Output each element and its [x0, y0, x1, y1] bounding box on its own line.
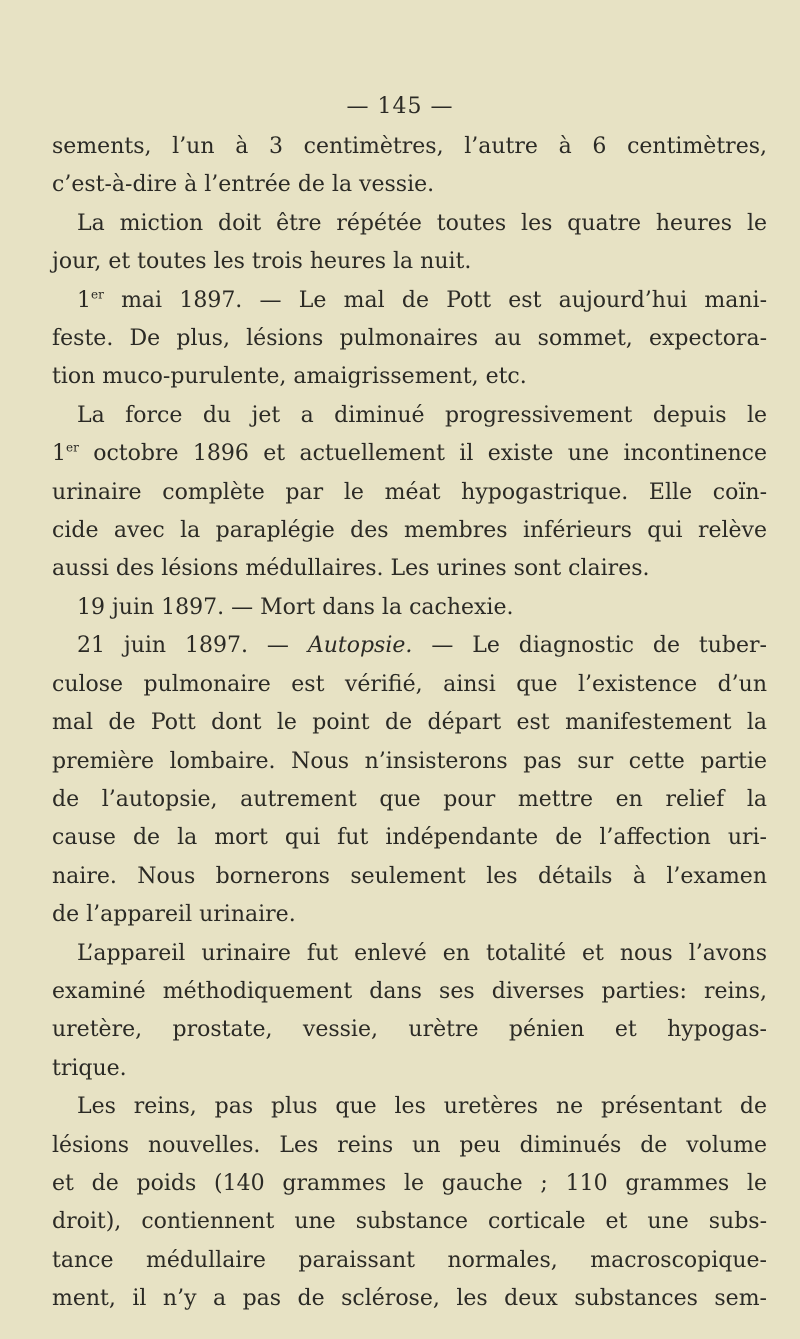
line-content	[52, 1011, 767, 1049]
ordinal-number: 1	[77, 287, 91, 313]
line-text: de l’autopsie, autrement que pour mettre en relief la	[52, 786, 767, 812]
line-content	[77, 282, 767, 320]
line-content	[52, 1050, 127, 1088]
line-content	[52, 320, 767, 358]
text-line	[52, 512, 767, 550]
text-line	[52, 397, 767, 435]
line-content	[52, 1165, 767, 1203]
line-text: sements, l’un à 3 centimètres, l’autre à 6 centimètres,	[52, 134, 767, 159]
line-text: mai 1897. — Le mal de Pott est aujourd’hui mani-	[103, 287, 767, 313]
line-text: L’appareil urinaire fut enlevé en totalité et nous l’avons	[77, 940, 767, 966]
line-content	[52, 743, 767, 781]
line-text: cause de la mort qui fut indépendante de l’affection uri-	[52, 825, 767, 851]
line-prefix: 21 juin 1897. —	[77, 633, 308, 659]
line-content	[52, 166, 434, 204]
text-line	[52, 243, 767, 281]
line-content	[77, 627, 767, 665]
text-line	[52, 128, 767, 166]
text-line	[52, 1011, 767, 1049]
line-text: La miction doit être répétée toutes les quatre heures le	[77, 210, 767, 236]
line-content	[52, 858, 767, 896]
line-text: lésions nouvelles. Les reins un peu diminués de volume	[52, 1132, 767, 1158]
text-line	[52, 1050, 767, 1088]
line-text: ment, il n’y a pas de sclérose, les deux substances sem-	[52, 1286, 767, 1312]
text-line	[52, 358, 767, 396]
line-content	[52, 512, 767, 550]
line-text: uretère, prostate, vessie, urètre pénien et hypogas-	[52, 1017, 767, 1043]
line-content	[77, 935, 767, 973]
text-line	[52, 1165, 767, 1203]
line-content	[52, 1203, 767, 1241]
line-text: Les reins, pas plus que les uretères ne présentant de	[77, 1094, 767, 1120]
text-line	[52, 1127, 767, 1165]
text-line	[52, 819, 767, 857]
text-line	[52, 1088, 767, 1126]
body-text	[52, 128, 767, 1319]
text-line	[52, 1280, 767, 1318]
text-line	[52, 896, 767, 934]
line-text: première lombaire. Nous n’insisterons pas sur cette partie	[52, 748, 767, 774]
line-content	[52, 474, 767, 512]
line-text: droit), contiennent une substance corticale et une subs-	[52, 1209, 767, 1235]
line-text: La force du jet a diminué progressivement depuis le	[77, 402, 767, 428]
line-content	[52, 1242, 767, 1280]
line-content	[52, 666, 767, 704]
line-content	[52, 1127, 767, 1165]
line-content	[52, 704, 767, 742]
text-line	[52, 1203, 767, 1241]
text-line	[52, 166, 767, 204]
line-text: de l’appareil urinaire.	[52, 902, 296, 928]
italic-heading: Autopsie.	[307, 633, 413, 659]
line-content	[52, 973, 767, 1011]
text-line	[52, 627, 767, 665]
line-text: tion muco-purulente, amaigrissement, etc.	[52, 364, 527, 390]
line-text: aussi des lésions médullaires. Les urines sont claires.	[52, 556, 650, 582]
line-text: — Le diagnostic de tuber-	[412, 633, 767, 659]
text-line	[52, 1242, 767, 1280]
line-text: culose pulmonaire est vérifié, ainsi que l’existence d’un	[52, 671, 767, 697]
line-text: c’est-à-dire à l’entrée de la vessie.	[52, 172, 435, 198]
text-line	[52, 935, 767, 973]
line-text: trique.	[52, 1055, 127, 1081]
line-content	[52, 896, 296, 934]
text-line	[52, 205, 767, 243]
text-line	[52, 973, 767, 1011]
line-content	[77, 1088, 767, 1126]
ordinal-suffix: er	[66, 440, 79, 455]
line-text: octobre 1896 et actuellement il existe une incontinence	[78, 441, 767, 467]
line-content	[52, 781, 767, 819]
line-text: et de poids (140 grammes le gauche ; 110 grammes le	[52, 1170, 767, 1196]
line-text: cide avec la paraplégie des membres inférieurs qui relève	[52, 518, 767, 544]
line-content	[52, 128, 767, 166]
text-line	[52, 781, 767, 819]
text-line	[52, 282, 767, 320]
line-content	[77, 589, 513, 627]
text-line	[52, 858, 767, 896]
text-line	[52, 666, 767, 704]
line-text: tance médullaire paraissant normales, macroscopique-	[52, 1247, 767, 1273]
line-content	[52, 358, 527, 396]
line-content	[52, 819, 767, 857]
ordinal-suffix: er	[91, 287, 104, 302]
line-text: jour, et toutes les trois heures la nuit.	[52, 249, 472, 275]
text-line	[52, 704, 767, 742]
line-content	[77, 397, 767, 435]
text-line	[52, 589, 767, 627]
line-text: mal de Pott dont le point de départ est manifestement la	[52, 710, 767, 736]
line-text: feste. De plus, lésions pulmonaires au sommet, expectora-	[52, 326, 767, 352]
text-line	[52, 320, 767, 358]
line-content	[52, 550, 650, 588]
line-text: urinaire complète par le méat hypogastrique. Elle coïn-	[52, 479, 767, 505]
line-content	[52, 1280, 767, 1318]
line-text: naire. Nous bornerons seulement les détails à l’examen	[52, 863, 767, 889]
line-content	[52, 435, 767, 473]
text-line	[52, 435, 767, 473]
ordinal-number: 1	[52, 441, 66, 467]
text-line	[52, 743, 767, 781]
text-line	[52, 474, 767, 512]
line-content	[77, 205, 767, 243]
line-text: examiné méthodiquement dans ses diverses parties: reins,	[52, 978, 767, 1004]
page-number: — 145 —	[346, 94, 454, 119]
line-content	[52, 243, 471, 281]
text-line	[52, 550, 767, 588]
line-text: 19 juin 1897. — Mort dans la cachexie.	[77, 594, 514, 620]
